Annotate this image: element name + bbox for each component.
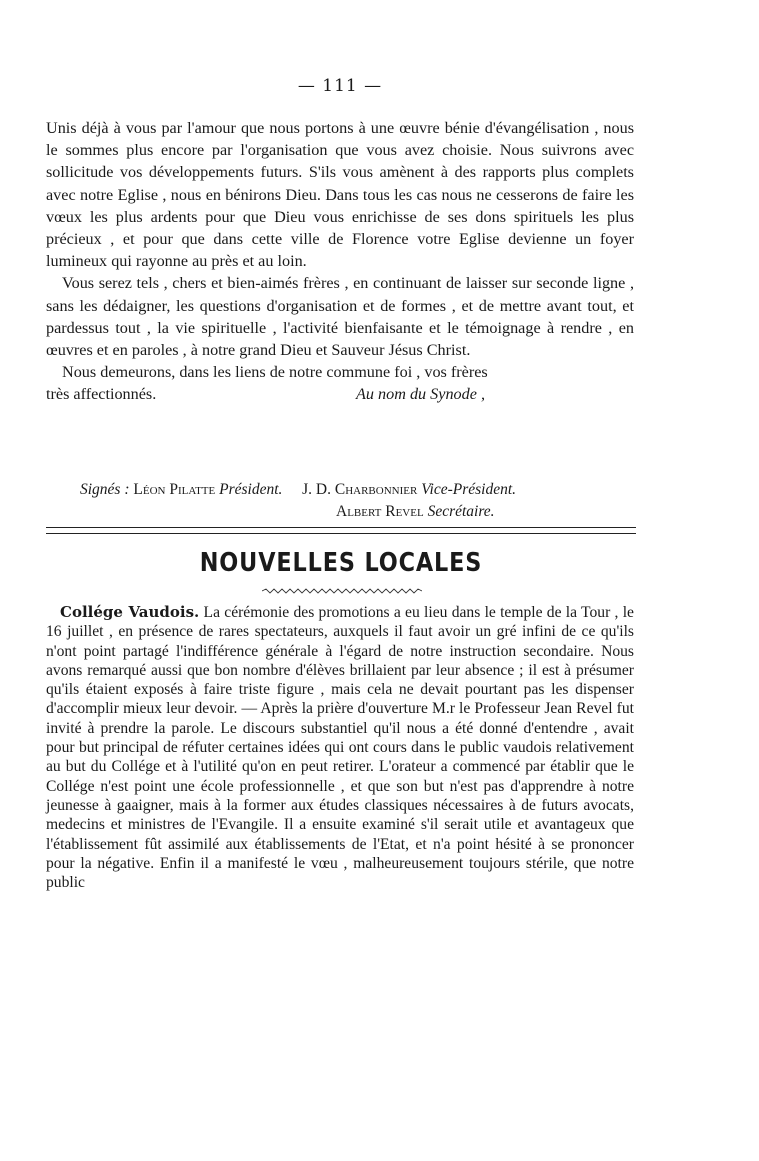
signature-row-2 [80, 501, 640, 523]
signes-label: Signés : [80, 481, 130, 498]
secretary-title: Secrétaire. [427, 503, 495, 520]
secretary-name: Albert Revel [336, 503, 424, 520]
section-title: NOUVELLES LOCALES [199, 548, 483, 578]
vice-president-name: J. D. Charbonnier [302, 481, 418, 498]
signature-block [80, 479, 640, 523]
president-title: Président. [219, 481, 283, 498]
closing-line [46, 383, 634, 405]
closing-synod: Au nom du Synode , [356, 385, 486, 404]
signature-row-1 [80, 479, 640, 501]
closing-salutation: très affectionnés. [46, 385, 157, 404]
news-paragraph [46, 603, 634, 892]
letter-paragraph-1: Unis déjà à vous par l'amour que nous portons à une œuvre bénie d'évangélisation , nous le sommes plus encore par l'organisation que vous avez choisie. Nous suivrons avec sollicitude vos développements futurs. S'ils vous amènent à des rapports plus complets avec notre Eglise , nous en bénirons Dieu. Dans tous les cas nous ne cesserons de faire les vœux les plus ardents pour que Dieu vous enrichisse de ses dons spirituels les plus précieux , et pour que dans cette ville de Florence votre Eglise devienne un foyer lumineux qui rayonne au près et au loin. [46, 119, 634, 271]
news-article [46, 603, 634, 892]
synod-letter [46, 117, 634, 406]
letter-paragraph-2: Vous serez tels , chers et bien-aimés frères , en continuant de laisser sur seconde ligne , sans les dédaigner, les questions d'organisation et de formes , et de mettre avant tout, et pardessus tout , la vie spirituelle , l'activité bienfaisante et le témoignage à rendre , en œuvres et en paroles , à notre grand Dieu et Sauveur Jésus Christ. [46, 274, 634, 360]
president-name: Léon Pilatte [133, 481, 216, 498]
news-body: La cérémonie des promotions a eu lieu dans le temple de la Tour , le 16 juillet , en présence de rares spectateurs, auxquels il faut avoir un gré infini de ce qu'ils n'ont point partagé l'indifférence générale à l'égard de notre instruction secondaire. Nous avons remarqué aussi que bon nombre d'élèves brillaient par leur absence ; il est à présumer qu'ils étaient exposés à faire triste figure , mais cela ne devait pourtant pas les dispenser d'accomplir mieux leur devoir. — Après la prière d'ouverture M.r le Professeur Jean Revel fut invité à prendre la parole. Le discours substantiel qu'il nous a été donné d'entendre , avait pour but principal de réfuter certaines idées qui ont cours dans le public vaudois relativement au but du Collége et à l'utilité qu'on en peut retirer. L'orateur a commencé par établir que le Collége n'est point une école professionnelle , et que son but n'est pas d'apprendre à notre jeunesse à gaaigner, mais à la former aux études classiques nécessaires à de futurs avocats, medecins et ministres de l'Evangile. Il a ensuite examiné s'il serait utile et avantageux que l'établissement fût assimilé aux établissements de l'Etat, et n'a point hésité à se prononcer pour la négative. Enfin il a manifesté le vœu , malheureusement toujours stérile, que notre public [46, 604, 634, 892]
news-heading: Collége Vaudois. [60, 603, 200, 621]
vice-president-title: Vice-Président. [421, 481, 517, 498]
section-divider [46, 527, 636, 534]
letter-paragraph-3: Nous demeurons, dans les liens de notre commune foi , vos frères [62, 363, 488, 382]
page-number: — 111 — [297, 76, 383, 96]
title-ornament [262, 588, 422, 594]
